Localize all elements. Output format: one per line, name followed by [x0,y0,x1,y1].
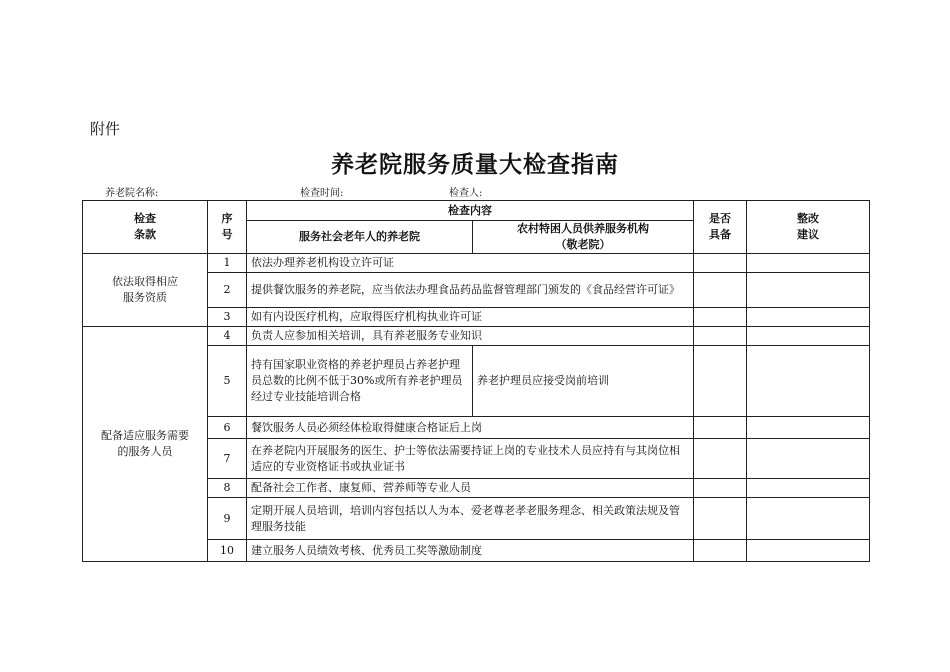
header-content: 检查内容 [247,201,694,221]
header-meets [694,201,747,254]
clause-cell [83,327,208,562]
header-clause [83,201,208,254]
advice-cell[interactable] [747,417,870,439]
meets-cell[interactable] [694,346,747,417]
advice-cell[interactable] [747,346,870,417]
row-content: 提供餐饮服务的养老院，应当依法办理食品药品监督管理部门颁发的《食品经营许可证》 [247,273,694,308]
row-number: 1 [208,254,247,273]
meets-cell[interactable] [694,254,747,273]
meets-cell[interactable] [694,540,747,562]
clause-cell [83,254,208,327]
row-content: 依法办理养老机构设立许可证 [247,254,694,273]
advice-cell[interactable] [747,479,870,498]
meets-cell[interactable] [694,498,747,540]
table-row [83,254,870,273]
row-number: 7 [208,439,247,479]
header-advice [747,201,870,254]
advice-cell[interactable] [747,439,870,479]
meets-cell[interactable] [694,479,747,498]
clause-text: 配备适应服务需要 的服务人员 [101,429,189,458]
header-meets-text: 是否 具备 [709,212,731,241]
row-content: 在养老院内开展服务的医生、护士等依法需要持证上岗的专业技术人员应持有与其岗位相适应的专业资格证书或执业证书 [247,439,694,479]
row-content-rural: 养老护理员应接受岗前培训 [473,346,694,417]
inspector-label: 检查人: [449,188,483,199]
row-number: 2 [208,273,247,308]
clause-text: 依法取得相应 服务资质 [112,275,178,304]
advice-cell[interactable] [747,273,870,308]
header-advice-text: 整改 建议 [797,212,819,241]
advice-cell[interactable] [747,540,870,562]
header-social: 服务社会老年人的养老院 [247,221,473,254]
inspection-time-label: 检查时间: [300,188,344,199]
table-row [83,327,870,346]
meets-cell[interactable] [694,273,747,308]
row-number: 10 [208,540,247,562]
institution-name-label: 养老院名称: [105,188,159,199]
row-content: 配备社会工作者、康复师、营养师等专业人员 [247,479,694,498]
header-seq [208,201,247,254]
meets-cell[interactable] [694,417,747,439]
page-title: 养老院服务质量大检查指南 [331,151,619,178]
header-clause-text: 检查 条款 [134,212,156,241]
row-number: 9 [208,498,247,540]
advice-cell[interactable] [747,498,870,540]
row-content: 如有内设医疗机构，应取得医疗机构执业许可证 [247,308,694,327]
row-number: 8 [208,479,247,498]
row-content: 建立服务人员绩效考核、优秀员工奖等激励制度 [247,540,694,562]
row-content: 餐饮服务人员必须经体检取得健康合格证后上岗 [247,417,694,439]
row-content-social: 持有国家职业资格的养老护理员占养老护理员总数的比例不低于30%或所有养老护理员经过专业技能培训合格 [247,346,473,417]
meets-cell[interactable] [694,308,747,327]
header-seq-text: 序 号 [221,212,233,241]
row-number: 6 [208,417,247,439]
row-content: 定期开展人员培训，培训内容包括以人为本、爱老尊老孝老服务理念、相关政策法规及管理服务技能 [247,498,694,540]
row-number: 3 [208,308,247,327]
row-content: 负责人应参加相关培训，具有养老服务专业知识 [247,327,694,346]
advice-cell[interactable] [747,308,870,327]
header-rural-text: 农村特困人员供养服务机构 （敬老院） [517,222,649,251]
meets-cell[interactable] [694,327,747,346]
header-rural [473,221,694,254]
inspection-table [82,200,870,562]
meets-cell[interactable] [694,439,747,479]
advice-cell[interactable] [747,327,870,346]
advice-cell[interactable] [747,254,870,273]
row-number: 5 [208,346,247,417]
annex-label: 附件 [90,120,121,138]
row-number: 4 [208,327,247,346]
